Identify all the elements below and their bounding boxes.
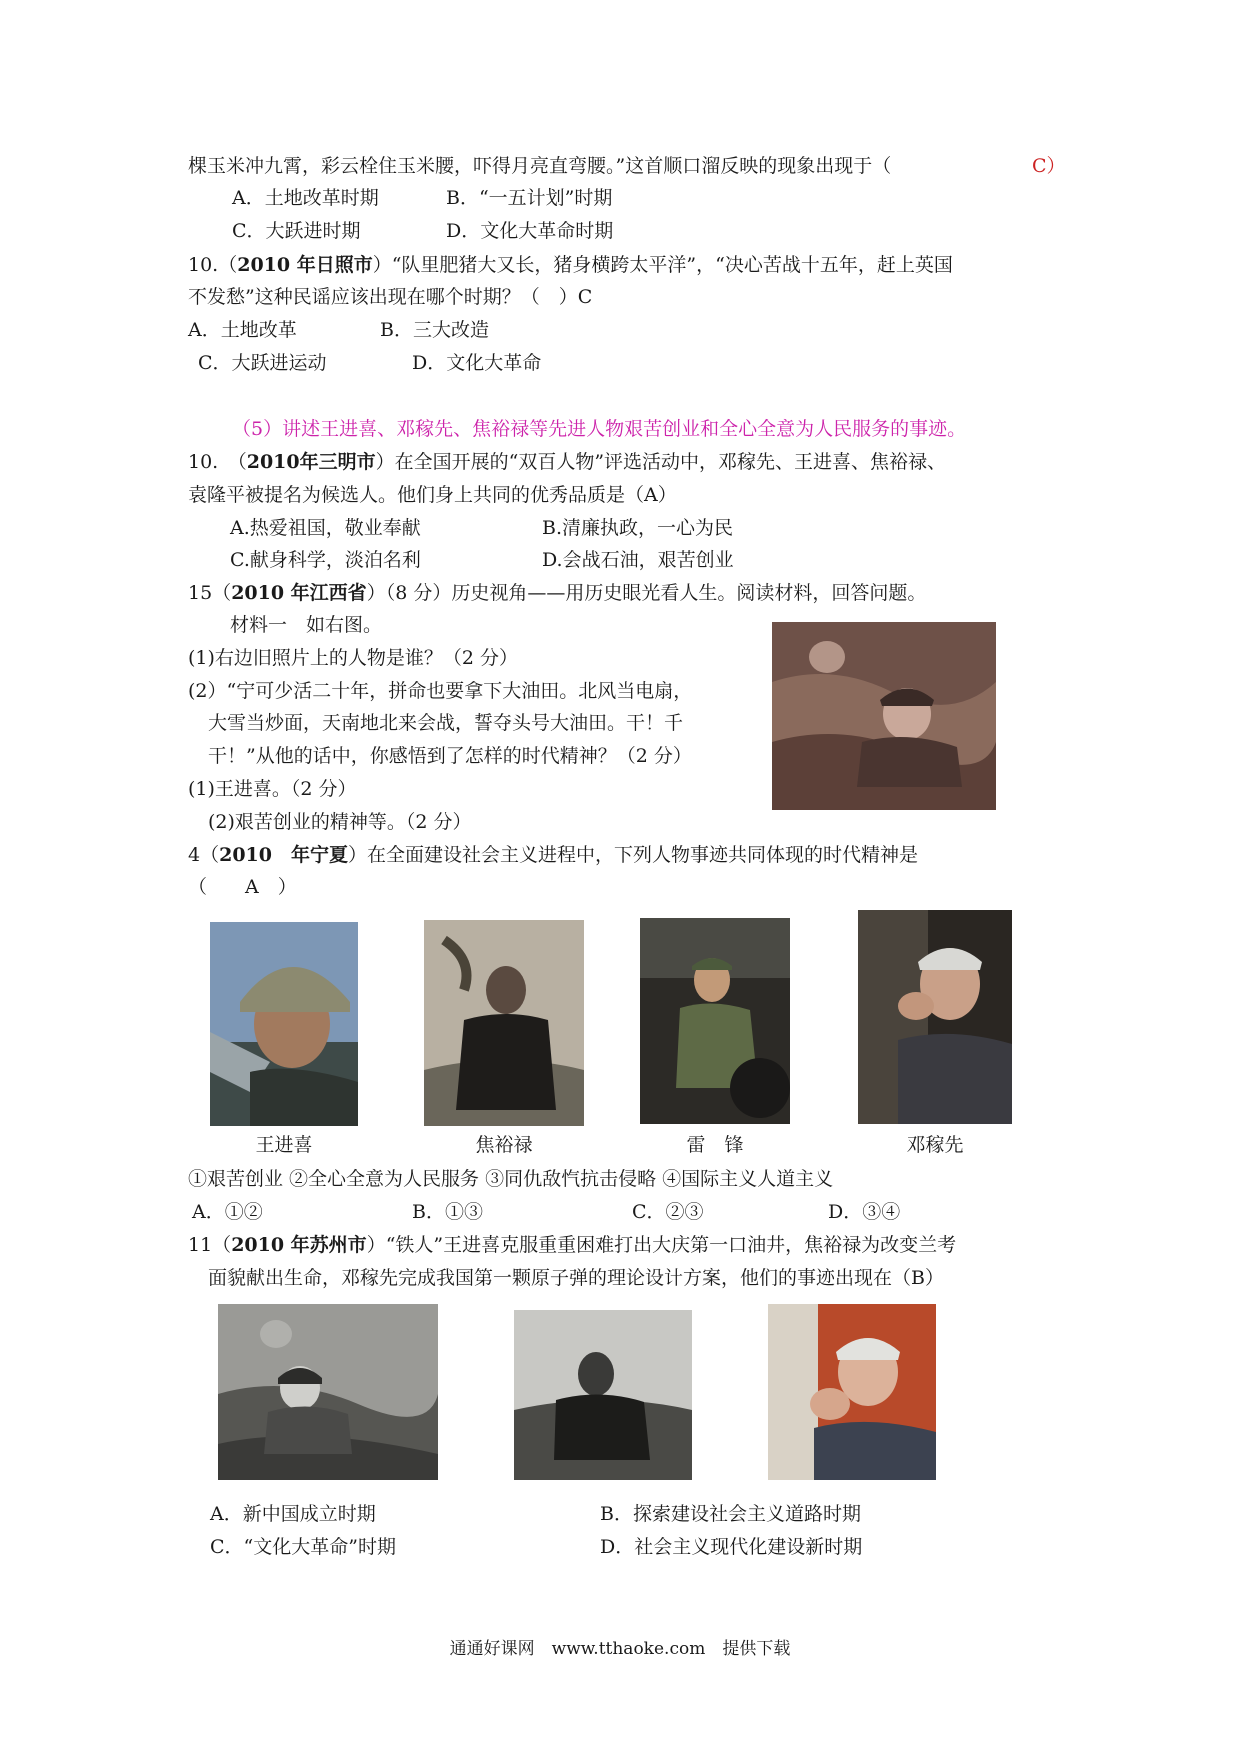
q15-answer2: (2)艰苦创业的精神等。（2 分） [208,811,472,833]
photo-wang-jinxi-mud [772,622,996,810]
photo-jiao-yulu-field [514,1310,692,1480]
q11-option-d: D．社会主义现代化建设新时期 [600,1536,863,1558]
q15-sub1: (1)右边旧照片上的人物是谁？（2 分） [188,647,519,669]
photo-jiao-yulu [424,920,584,1126]
q11-option-a: A．新中国成立时期 [210,1503,376,1525]
q10b-line1: 10. （2010年三明市）在全国开展的“双百人物”评选活动中，邓稼先、王进喜、焦裕禄、 [188,451,947,473]
caption-lei-feng: 雷 锋 [686,1134,744,1156]
q11-line1: 11（2010 年苏州市）“铁人”王进喜克服重重困难打出大庆第一口油井，焦裕禄为改变兰考 [188,1234,957,1256]
q11-line2: 面貌献出生命，邓稼先完成我国第一颗原子弹的理论设计方案，他们的事迹出现在（B） [208,1267,944,1289]
q15-sub2c: 干！”从他的话中，你感悟到了怎样的时代精神？（2 分） [208,745,692,767]
caption-deng-jiaxian: 邓稼先 [906,1134,964,1156]
q4-option-c: C．②③ [632,1201,704,1223]
q9-option-a: A．土地改革时期 [232,187,379,209]
q10a-option-c: C．大跃进运动 [198,352,327,374]
page-footer: 通通好课网 www.tthaoke.com 提供下载 [449,1639,791,1659]
q4-option-a: A．①② [192,1201,263,1223]
q10a-line2: 不发愁”这种民谣应该出现在哪个时期？（ ）C [188,286,593,308]
q4-option-d: D．③④ [828,1201,901,1223]
section-5-heading: （5）讲述王进喜、邓稼先、焦裕禄等先进人物艰苦创业和全心全意为人民服务的事迹。 [232,418,967,440]
q9-stem: 棵玉米冲九霄，彩云栓住玉米腰，吓得月亮直弯腰。”这首顺口溜反映的现象出现于（ [188,155,892,177]
q4-items: ①艰苦创业 ②全心全意为人民服务 ③同仇敌忾抗击侵略 ④国际主义人道主义 [188,1168,834,1190]
q15-material: 材料一 如右图。 [230,614,383,636]
q10b-line2: 袁隆平被提名为候选人。他们身上共同的优秀品质是（A） [188,484,677,506]
q10a-option-a: A．土地改革 [188,319,297,341]
q10b-option-a: A.热爱祖国，敬业奉献 [230,517,421,539]
q10a-line1: 10.（2010 年日照市）“队里肥猪大又长，猪身横跨太平洋”，“决心苦战十五年，赶上英国 [188,254,953,276]
q15-answer1: (1)王进喜。（2 分） [188,778,357,800]
q15-sub2b: 大雪当炒面，天南地北来会战，誓夺头号大油田。干！千 [208,712,684,734]
q10b-option-d: D.会战石油，艰苦创业 [542,549,734,571]
q10b-option-c: C.献身科学，淡泊名利 [230,549,421,571]
q11-option-b: B．探索建设社会主义道路时期 [600,1503,861,1525]
q10b-option-b: B.清廉执政，一心为民 [542,517,734,539]
q9-option-c: C．大跃进时期 [232,220,361,242]
photo-wang-jinxi-oilfield [218,1304,438,1480]
q9-answer: C） [1032,155,1066,177]
q10a-option-b: B．三大改造 [380,319,489,341]
photo-wang-jinxi [210,922,358,1126]
q15-line1: 15（2010 年江西省）（8 分）历史视角——用历史眼光看人生。阅读材料，回答问题。 [188,582,927,604]
photo-deng-jiaxian [858,910,1012,1124]
q11-option-c: C．“文化大革命”时期 [210,1536,396,1558]
photo-lei-feng [640,918,790,1124]
photo-deng-jiaxian-color [768,1304,936,1480]
q4-line1: 4（2010 年宁夏）在全面建设社会主义进程中，下列人物事迹共同体现的时代精神是 [188,844,918,866]
q4-option-b: B．①③ [412,1201,483,1223]
q4-line2: （ A ） [188,876,297,898]
caption-wang-jinxi: 王进喜 [255,1134,313,1156]
q9-option-b: B．“一五计划”时期 [446,187,613,209]
q10a-option-d: D．文化大革命 [412,352,542,374]
q9-option-d: D．文化大革命时期 [446,220,614,242]
caption-jiao-yulu: 焦裕禄 [475,1134,533,1156]
q15-sub2a: (2）“宁可少活二十年，拼命也要拿下大油田。北风当电扇， [188,680,693,702]
